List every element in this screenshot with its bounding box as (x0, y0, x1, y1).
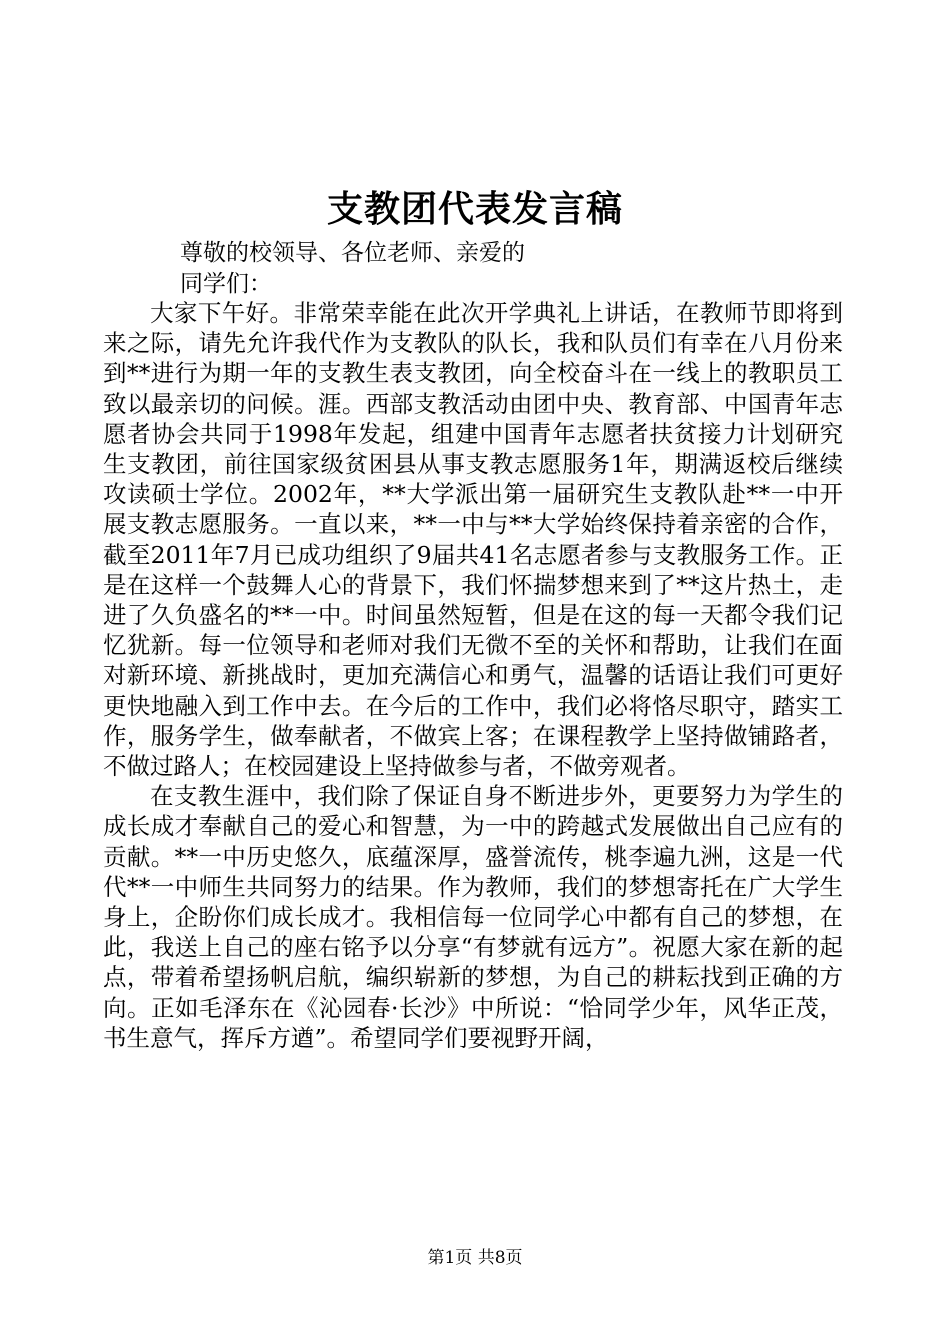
paragraph-2: 在支教生涯中，我们除了保证自身不断进步外，更要努力为学生的成长成才奉献自己的爱心和智慧，为一中的跨越式发展做出自己应有的贡献。**一中历史悠久，底蕴深厚，盛誉流传，桃李遍九洲，这是一代代**一中师生共同努力的结果。作为教师，我们的梦想寄托在广大学生身上，企盼你们成长成才。我相信每一位同学心中都有自己的梦想，在此，我送上自己的座右铭予以分享“有梦就有远方”。祝愿大家在新的起点，带着希望扬帆启航，编织崭新的梦想，为自己的耕耘找到正确的方向。正如毛泽东在《沁园春·长沙》中所说：“恰同学少年，风华正茂，书生意气，挥斥方遒”。希望同学们要视野开阔， (103, 782, 843, 1052)
document-title: 支教团代表发言稿 (326, 188, 623, 230)
paragraph-1: 大家下午好。非常荣幸能在此次开学典礼上讲话，在教师节即将到来之际，请先允许我代作为支教队的队长，我和队员们有幸在八月份来到**进行为期一年的支教生表支教团，向全校奋斗在一线上的教职员工致以最亲切的问候。涯。西部支教活动由团中央、教育部、中国青年志愿者协会共同于1998年发起，组建中国青年志愿者扶贫接力计划研究生支教团，前往国家级贫困县从事支教志愿服务1年，期满返校后继续攻读硕士学位。2002年，**大学派出第一届研究生支教队赴**一中开展支教志愿服务。一直以来，**一中与**大学始终保持着亲密的合作，截至2011年7月已成功组织了9届共41名志愿者参与支教服务工作。正是在这样一个鼓舞人心的背景下，我们怀揣梦想来到了**这片热土，走进了久负盛名的**一中。时间虽然短暂，但是在这的每一天都令我们记忆犹新。每一位领导和老师对我们无微不至的关怀和帮助，让我们在面对新环境、新挑战时，更加充满信心和勇气，温馨的话语让我们可更好更快地融入到工作中去。在今后的工作中，我们必将恪尽职守，踏实工作，服务学生，做奉献者，不做宾上客；在课程教学上坚持做铺路者，不做过路人；在校园建设上坚持做参与者，不做旁观者。 (103, 299, 843, 781)
document-body (103, 298, 843, 1053)
salutation (180, 238, 700, 300)
salutation-line-1: 尊敬的校领导、各位老师、亲爱的 (180, 240, 525, 266)
page-footer: 第1页 共8页 (427, 1248, 523, 1268)
salutation-line-2: 同学们： (180, 271, 272, 297)
